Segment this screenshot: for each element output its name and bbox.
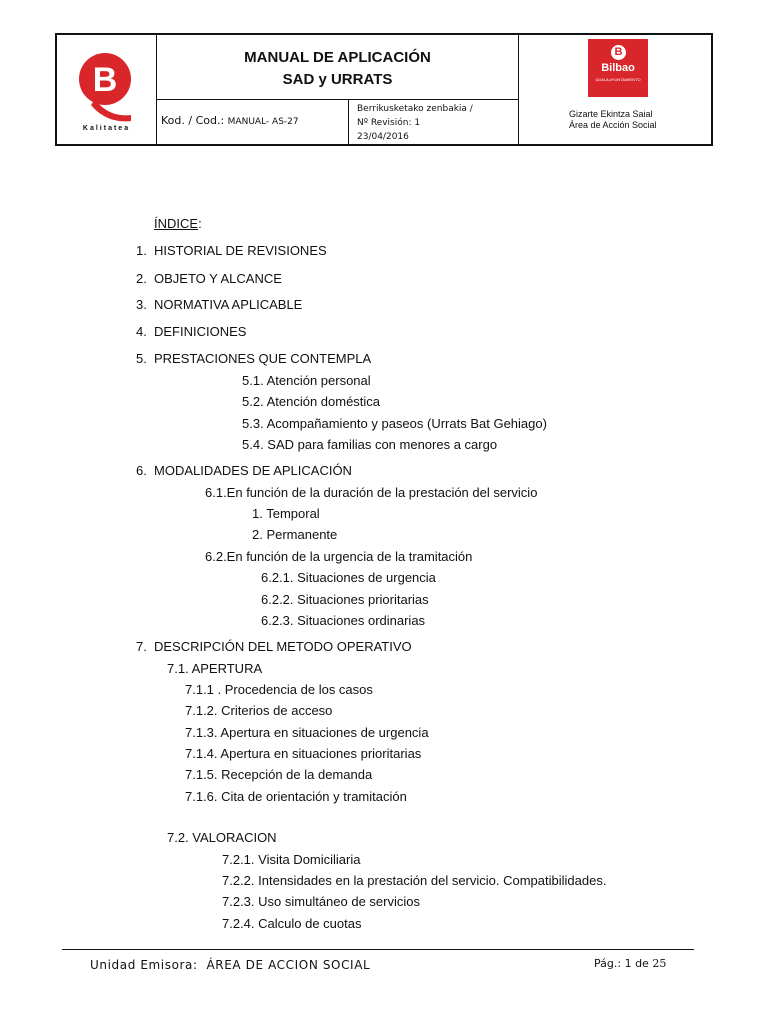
header-center — [157, 35, 519, 144]
toc-subitem: 5.1. Atención personal — [242, 373, 371, 388]
bilbao-name: Bilbao — [601, 62, 635, 74]
issuing-unit — [90, 958, 370, 972]
code-label: Kod. / Cod.: — [161, 114, 225, 127]
toc-item: 5. PRESTACIONES QUE CONTEMPLA — [136, 351, 372, 366]
document-code — [157, 100, 349, 144]
department-line-1: Gizarte Ekintza Saial — [569, 109, 653, 119]
revision-info — [349, 100, 518, 144]
document-title — [157, 35, 518, 100]
toc-subitem: 7.1.4. Apertura en situaciones prioritarias — [185, 746, 422, 761]
toc-item: 7. DESCRIPCIÓN DEL METODO OPERATIVO — [136, 639, 412, 654]
department — [569, 109, 657, 131]
page-number: Pág.: 1 de 25 — [594, 957, 667, 970]
issuing-unit-label: Unidad Emisora: — [90, 958, 198, 972]
toc-subitem: 1. Temporal — [252, 506, 320, 521]
toc-item: 1. HISTORIAL DE REVISIONES — [136, 243, 327, 258]
toc-item: 6. MODALIDADES DE APLICACIÓN — [136, 463, 352, 478]
toc-subitem: 7.1.1 . Procedencia de los casos — [185, 682, 373, 697]
toc-subitem: 7.2.2. Intensidades en la prestación del servicio. Compatibilidades. — [222, 873, 607, 888]
kalitatea-label: Kalitatea — [82, 125, 131, 132]
toc-subitem: 7.2.3. Uso simultáneo de servicios — [222, 894, 420, 909]
header-right — [519, 35, 711, 144]
bilbao-sub: UDALA AYUNTAMIENTO — [595, 77, 641, 82]
toc-subitem: 5.2. Atención doméstica — [242, 394, 381, 409]
toc-subitem: 7.1.2. Criterios de acceso — [185, 703, 333, 718]
revision-label: Berrikusketako zenbakia / — [357, 104, 473, 114]
department-line-2: Área de Acción Social — [569, 120, 657, 130]
toc-subitem: 6.2.3. Situaciones ordinarias — [261, 613, 426, 628]
toc-subitem: 7.1.5. Recepción de la demanda — [185, 767, 373, 782]
toc-subitem: 7.2.1. Visita Domiciliaria — [222, 852, 361, 867]
bilbao-logo — [588, 39, 648, 97]
toc-subitem: 5.4. SAD para familias con menores a cargo — [242, 437, 498, 452]
toc-subitem: 2. Permanente — [252, 527, 338, 542]
toc-subitem: 6.2.1. Situaciones de urgencia — [261, 570, 436, 585]
code-value: MANUAL- AS-27 — [227, 117, 299, 127]
svg-text:B: B — [92, 61, 118, 99]
toc-subitem: 6.2.En función de la urgencia de la tramitación — [205, 549, 473, 564]
toc-subitem: 7.1. APERTURA — [167, 661, 263, 676]
toc-item: 4. DEFINICIONES — [136, 324, 247, 339]
title-line-2: SAD y URRATS — [282, 71, 393, 88]
toc-subitem: 6.1.En función de la duración de la prestación del servicio — [205, 485, 538, 500]
toc-subitem: 7.1.3. Apertura en situaciones de urgencia — [185, 725, 429, 740]
toc-subitem: 7.1.6. Cita de orientación y tramitación — [185, 789, 407, 804]
toc-item: 3. NORMATIVA APLICABLE — [136, 297, 303, 312]
bilbao-b-icon: B — [611, 45, 626, 60]
issuing-unit-value: ÁREA DE ACCION SOCIAL — [206, 958, 371, 972]
header-meta — [157, 100, 518, 144]
kalitatea-logo — [57, 35, 157, 144]
kalitatea-q-icon — [75, 47, 137, 125]
revision-date: 23/04/2016 — [357, 132, 409, 142]
revision-number: Nº Revisión: 1 — [357, 118, 421, 128]
title-line-1: MANUAL DE APLICACIÓN — [244, 49, 431, 66]
index-heading: ÍNDICE: — [154, 216, 202, 231]
toc-subitem: 7.2. VALORACION — [167, 830, 277, 845]
toc-subitem: 6.2.2. Situaciones prioritarias — [261, 592, 429, 607]
toc-item: 2. OBJETO Y ALCANCE — [136, 271, 282, 286]
document-header — [55, 33, 713, 146]
toc-subitem: 7.2.4. Calculo de cuotas — [222, 916, 362, 931]
footer-divider — [62, 949, 694, 950]
toc-subitem: 5.3. Acompañamiento y paseos (Urrats Bat Gehiago) — [242, 416, 547, 431]
